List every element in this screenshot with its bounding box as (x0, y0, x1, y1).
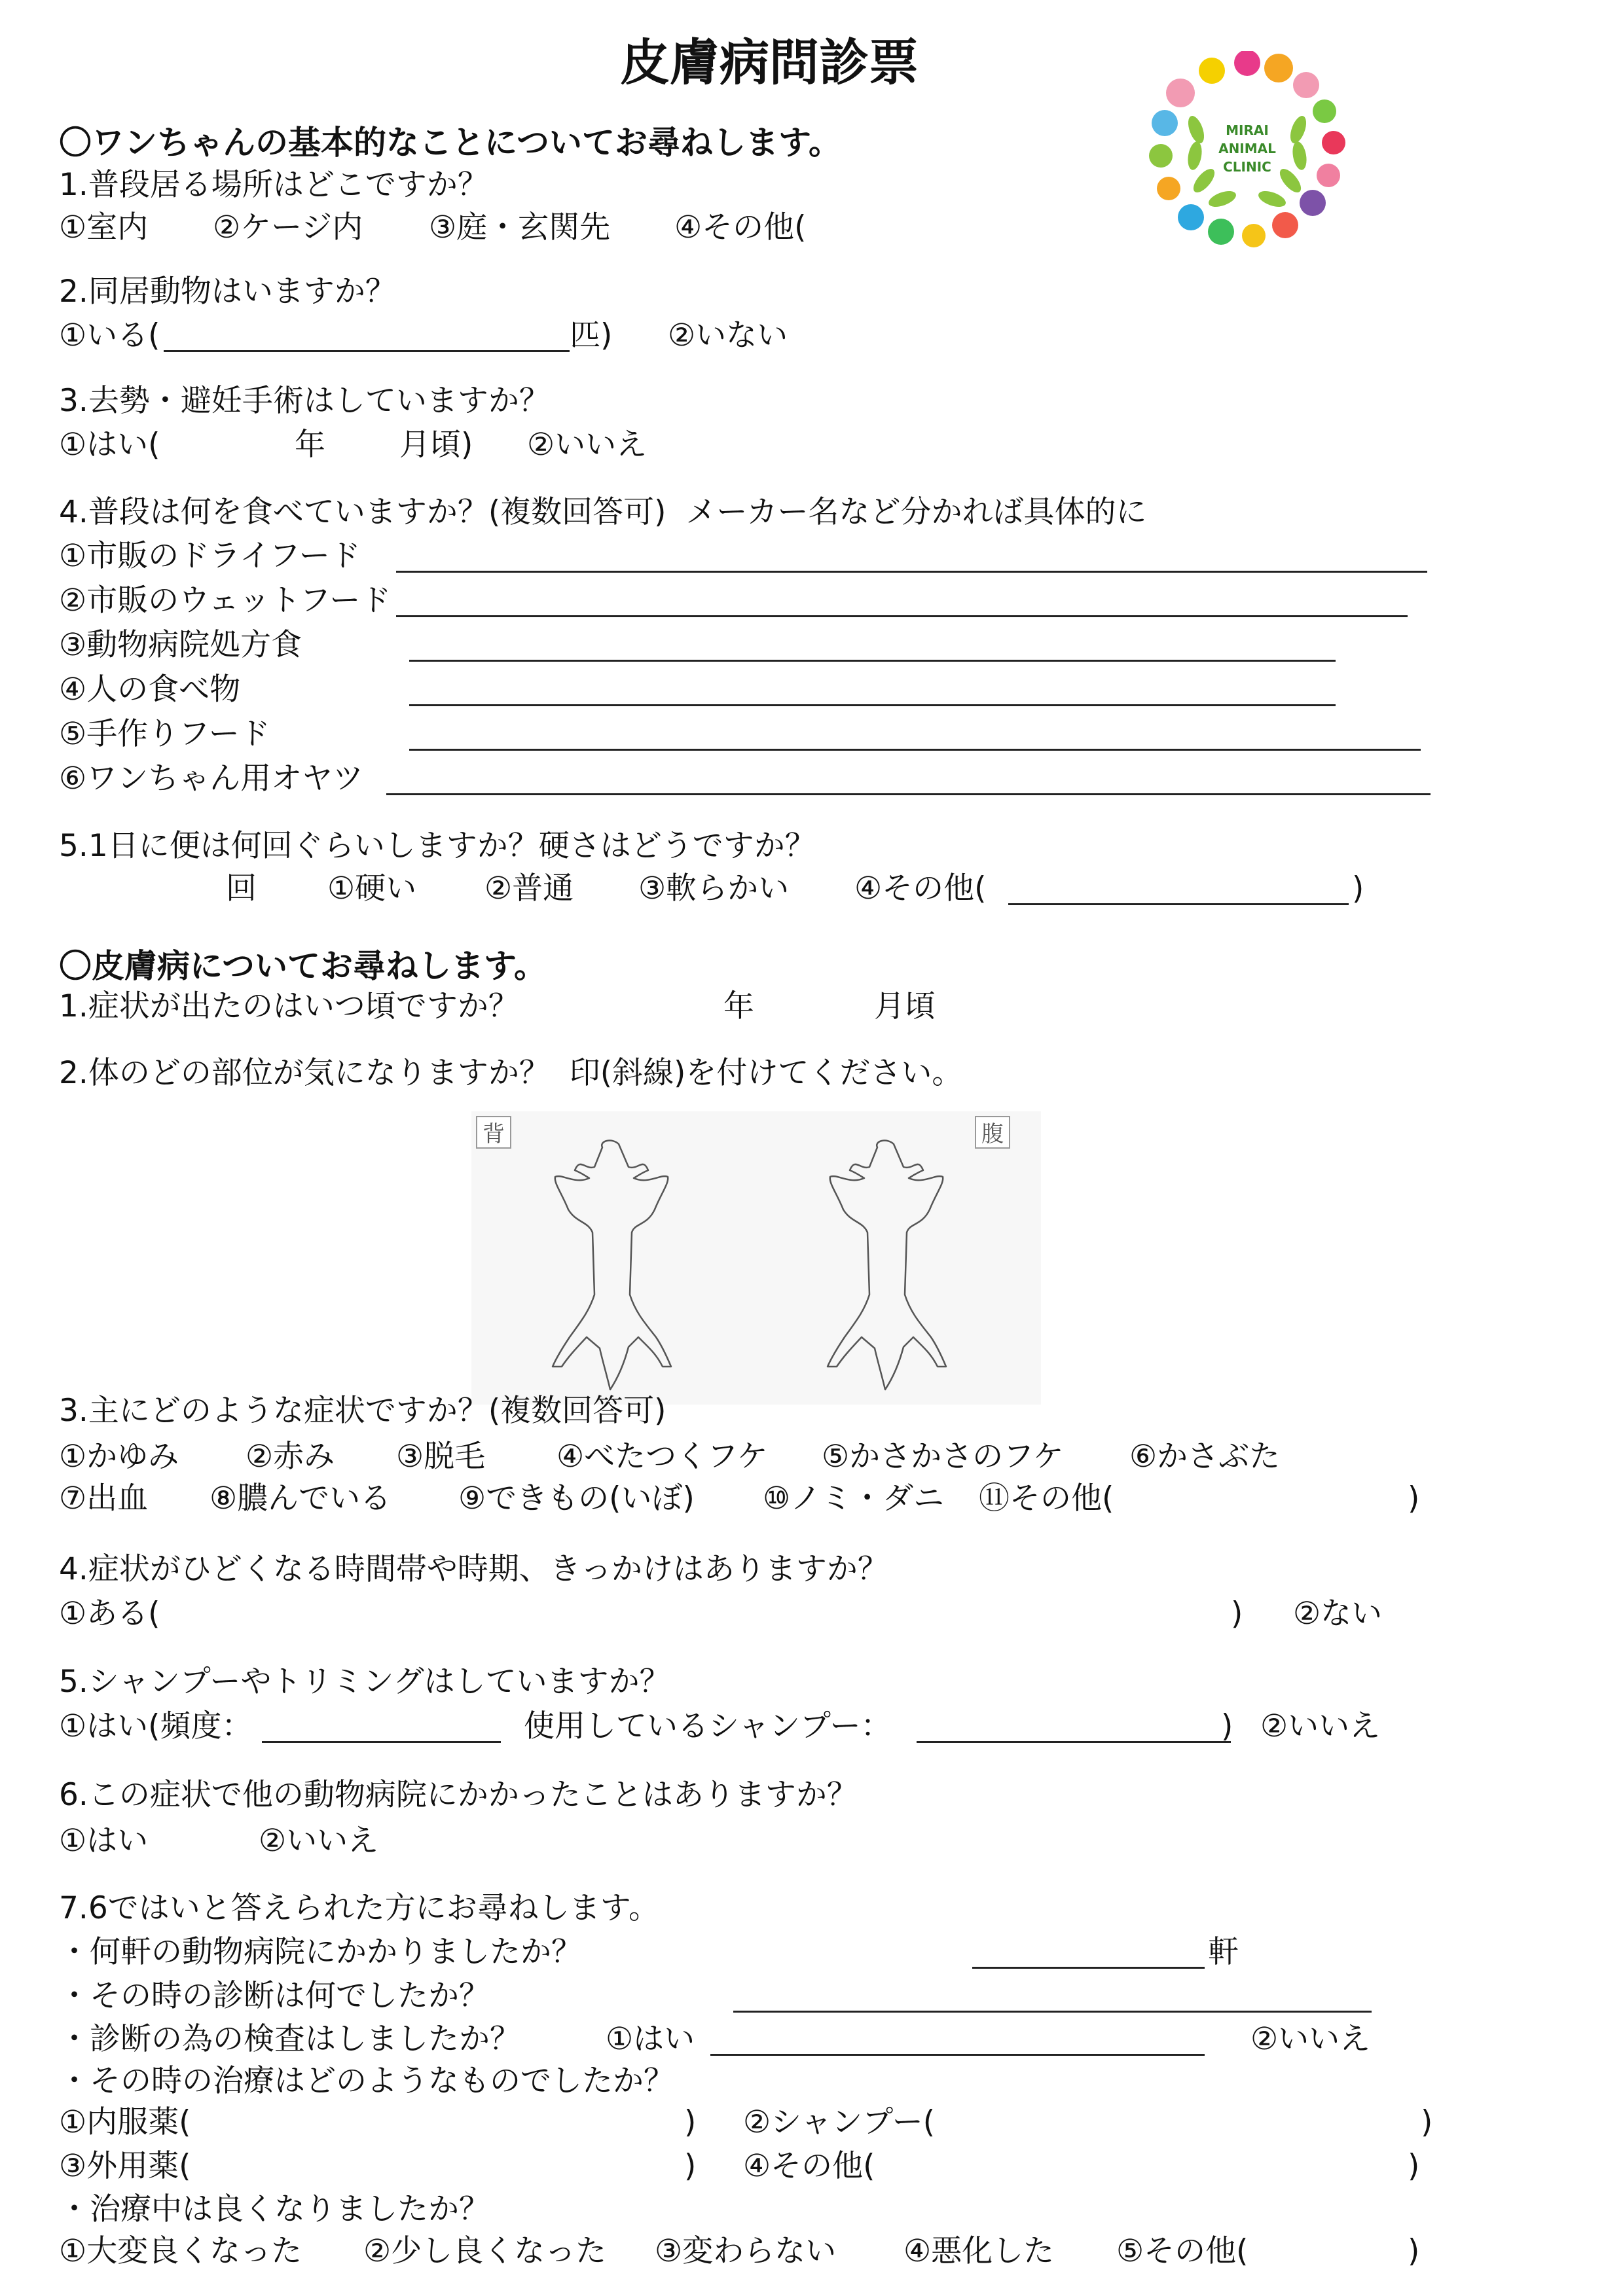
close-paren: ) (1221, 1708, 1233, 1744)
treatment-oral[interactable]: ①内服薬( (59, 2104, 191, 2140)
question-2: 2.同居動物はいますか？ (59, 274, 396, 310)
outcome-other[interactable]: ⑤その他( (1116, 2233, 1249, 2269)
food-item: ⑥ワンちゃん用オヤツ (59, 761, 364, 797)
option-other[interactable]: ④その他( (674, 209, 807, 245)
symptom-hairloss[interactable]: ③脱毛 (396, 1439, 486, 1475)
close-paren: ) (684, 2148, 697, 2184)
clinic-unit: 軒 (1208, 1934, 1239, 1970)
question-5: 5.1日に便は何回ぐらいしますか？硬さはどうですか？ (59, 828, 816, 864)
year-label: 年 (723, 988, 754, 1024)
clinic-count-question: ・何軒の動物病院にかかりましたか？ (59, 1934, 582, 1970)
belly-label: 腹 (981, 1121, 1004, 1147)
outcome-unchanged[interactable]: ③変わらない (655, 2233, 837, 2269)
shampoo-field[interactable] (917, 1741, 1231, 1743)
symptom-greasy-dandruff[interactable]: ④べたつくフケ (556, 1439, 768, 1475)
symptom-pus[interactable]: ⑧膿んでいる (210, 1480, 392, 1516)
logo-text-3: CLINIC (1223, 159, 1271, 175)
treatment-shampoo[interactable]: ②シャンプー( (743, 2104, 936, 2140)
unit-label: 匹) (570, 317, 613, 353)
question-7: 7.6ではいと答えられた方にお尋ねします。 (59, 1890, 659, 1926)
option-normal[interactable]: ②普通 (484, 870, 574, 906)
question-2: 2.体のどの部位が気になりますか？ 印(斜線)を付けてください。 (59, 1055, 963, 1091)
symptom-fleas-ticks[interactable]: ⑩ノミ・ダニ (763, 1480, 945, 1516)
option-yes[interactable]: ①ある( (59, 1596, 160, 1632)
option-no[interactable]: ②いいえ (1260, 1708, 1381, 1744)
page-title: 皮膚病問診票 (620, 33, 919, 92)
option-indoor[interactable]: ①室内 (59, 209, 149, 245)
question-1: 1.普段居る場所はどこですか？ (59, 167, 488, 203)
other-field[interactable] (1008, 903, 1349, 905)
section-heading-basic: 〇ワンちゃんの基本的なことについてお尋ねします。 (59, 124, 841, 162)
count-field[interactable] (164, 350, 570, 352)
month-label: 月頃 (874, 988, 936, 1024)
clinic-count-field[interactable] (972, 1967, 1205, 1969)
close-paren: ) (1408, 2148, 1420, 2184)
times-label: 回 (226, 870, 257, 906)
option-soft[interactable]: ③軟らかい (638, 870, 790, 906)
question-4: 4.普段は何を食べていますか？(複数回答可) メーカー名など分かれば具体的に (59, 494, 1147, 530)
symptom-bleeding[interactable]: ⑦出血 (59, 1480, 149, 1516)
option-no[interactable]: ②いいえ (1250, 2021, 1371, 2057)
option-yes[interactable]: ①いる( (59, 317, 160, 353)
food-item: ⑤手作りフード (59, 716, 270, 752)
clinic-logo (1149, 51, 1345, 247)
food-item: ④人の食べ物 (59, 672, 241, 708)
close-paren: ) (1421, 2104, 1433, 2140)
symptom-itch[interactable]: ①かゆみ (59, 1439, 179, 1475)
month-label: 月頃) (399, 427, 473, 463)
question-4: 4.症状がひどくなる時間帯や時期、きっかけはありますか？ (59, 1551, 888, 1587)
outcome-much-better[interactable]: ①大変良くなった (59, 2233, 302, 2269)
symptom-scab[interactable]: ⑥かさぶた (1129, 1439, 1281, 1475)
symptom-other[interactable]: ⑪その他( (979, 1480, 1114, 1516)
outcome-slightly-better[interactable]: ②少し良くなった (363, 2233, 607, 2269)
question-3: 3.去勢・避妊手術はしていますか？ (59, 383, 550, 419)
food-item: ③動物病院処方食 (59, 627, 302, 663)
diagnosis-question: ・その時の診断は何でしたか？ (59, 1978, 490, 2014)
question-1: 1.症状が出たのはいつ頃ですか？ (59, 988, 519, 1024)
option-no[interactable]: ②いない (668, 317, 788, 353)
option-yes[interactable]: ①はい(頻度： (59, 1708, 253, 1744)
body-diagram[interactable] (471, 1111, 1041, 1405)
food-item: ①市販のドライフード (59, 538, 361, 574)
back-label: 背 (483, 1121, 505, 1147)
symptom-redness[interactable]: ②赤み (246, 1439, 335, 1475)
option-no[interactable]: ②いいえ (527, 427, 647, 463)
food-field[interactable] (386, 793, 1431, 795)
outcome-worse[interactable]: ④悪化した (903, 2233, 1055, 2269)
section-heading-skin: 〇皮膚病についてお尋ねします。 (59, 947, 547, 985)
option-other[interactable]: ④その他( (854, 870, 987, 906)
option-hard[interactable]: ①硬い (327, 870, 417, 906)
food-field[interactable] (409, 660, 1336, 662)
option-no[interactable]: ②ない (1293, 1596, 1383, 1632)
option-no[interactable]: ②いいえ (259, 1823, 379, 1859)
treatment-topical[interactable]: ③外用薬( (59, 2148, 191, 2184)
logo-text-1: MIRAI (1226, 122, 1269, 138)
food-field[interactable] (409, 704, 1336, 706)
frequency-field[interactable] (262, 1741, 501, 1743)
food-item: ②市販のウェットフード (59, 583, 392, 619)
option-cage[interactable]: ②ケージ内 (213, 209, 363, 245)
dog-back-outline (553, 1141, 671, 1390)
close-paren: ) (1408, 2233, 1420, 2269)
symptom-dry-dandruff[interactable]: ⑤かさかさのフケ (822, 1439, 1064, 1475)
option-yes[interactable]: ①はい( (59, 427, 160, 463)
question-3: 3.主にどのような症状ですか？(複数回答可) (59, 1393, 666, 1429)
close-paren: ) (684, 2104, 697, 2140)
improvement-question: ・治療中は良くなりましたか？ (59, 2191, 490, 2227)
food-field[interactable] (409, 749, 1421, 751)
treatment-question: ・その時の治療はどのようなものでしたか？ (59, 2063, 674, 2099)
exam-field[interactable] (710, 2054, 1205, 2056)
food-field[interactable] (396, 615, 1408, 617)
exam-question: ・診断の為の検査はしましたか？ (59, 2021, 520, 2057)
option-yard[interactable]: ③庭・玄関先 (429, 209, 611, 245)
year-label: 年 (295, 427, 325, 463)
close-paren: ) (1352, 870, 1364, 906)
treatment-other[interactable]: ④その他( (743, 2148, 875, 2184)
food-field[interactable] (396, 571, 1427, 573)
close-paren: ) (1231, 1596, 1243, 1632)
dog-belly-outline (828, 1141, 946, 1390)
shampoo-label: 使用しているシャンプー： (524, 1708, 892, 1744)
question-6: 6.この症状で他の動物病院にかかったことはありますか？ (59, 1777, 858, 1813)
diagnosis-field[interactable] (733, 2011, 1372, 2013)
logo-text-2: ANIMAL (1218, 141, 1276, 156)
option-yes[interactable]: ①はい (606, 2021, 695, 2057)
option-yes[interactable]: ①はい (59, 1823, 149, 1859)
question-5: 5.シャンプーやトリミングはしていますか？ (59, 1664, 670, 1700)
close-paren: ) (1408, 1480, 1420, 1516)
symptom-lump[interactable]: ⑨できもの(いぼ) (458, 1480, 695, 1516)
